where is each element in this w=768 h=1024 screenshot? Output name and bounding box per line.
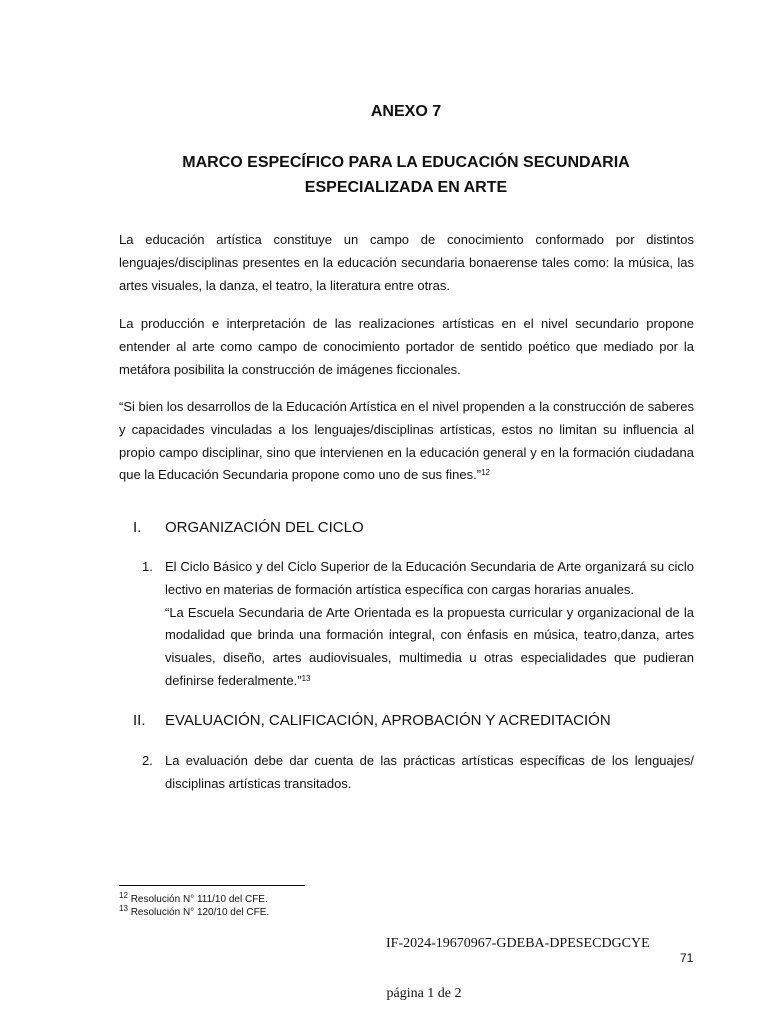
footnote-ref-12: 12	[481, 468, 490, 478]
page-of-total: página 1 de 2	[386, 986, 462, 1001]
main-title	[0, 150, 768, 200]
paragraph-2: La producción e interpretación de las realizaciones artísticas en el nivel secundario propone entender al arte como campo de conocimiento portador de sentido poético que mediado por la metáfora posibilita la construcción de imágenes ficcionales.	[119, 316, 694, 377]
paragraph-1: La educación artística constituye un campo de conocimiento conformado por distintos lenguajes/disciplinas presentes en la educación secundaria bonaerense tales como: la música, las artes visuales, la danza, el teatro, la literatura entre otras.	[119, 232, 694, 293]
section-title: ORGANIZACIÓN DEL CICLO	[165, 519, 364, 536]
list-item-1	[142, 556, 694, 693]
paragraph-3	[119, 396, 694, 487]
paragraph-3-text: “Si bien los desarrollos de la Educación Artística en el nivel propenden a la construcción de saberes y capacidades vinculadas a los lenguajes/disciplinas artísticas, estos no limitan su influencia al propio campo disciplinar, sino que intervienen en la educación general y en la formación ciudadana que la Educación Secundaria propone como uno de sus fines.”	[119, 399, 694, 483]
item-text: La evaluación debe dar cuenta de las prácticas artísticas específicas de los lenguajes/ disciplinas artísticas transitados.	[165, 753, 694, 791]
item-quote	[165, 602, 694, 693]
section-title: EVALUACIÓN, CALIFICACIÓN, APROBACIÓN Y ACREDITACIÓN	[165, 712, 611, 729]
main-title-line-1: MARCO ESPECÍFICO PARA LA EDUCACIÓN SECUNDARIA	[182, 154, 630, 171]
section-number: I.	[133, 519, 142, 536]
footnote-divider	[119, 885, 305, 886]
item-text	[165, 556, 694, 693]
item-quote-text: “La Escuela Secundaria de Arte Orientada es la propuesta curricular y organizacional de la modalidad que brinda una formación integral, con énfasis en música, teatro,danza, artes visuales, diseño, artes audiovisuales, multimedia u otras especialidades que pudieran definirse federalmente.”	[165, 604, 694, 688]
footnote-ref-13: 13	[301, 673, 311, 683]
footnote-mark: 12	[119, 891, 128, 900]
list-item-2	[142, 750, 694, 796]
footnote-mark: 13	[119, 904, 128, 913]
footnote-text: Resolución N° 120/10 del CFE.	[130, 907, 270, 918]
item-number: 2.	[142, 753, 153, 768]
annex-title: ANEXO 7	[370, 103, 442, 120]
item-number: 1.	[142, 559, 153, 574]
footnote-12	[119, 893, 269, 906]
document-id: IF-2024-19670967-GDEBA-DPESECDGCYE	[386, 936, 650, 951]
footnote-13	[119, 906, 269, 919]
section-heading-2	[133, 712, 611, 729]
footnotes	[119, 893, 269, 919]
footnote-text: Resolución N° 111/10 del CFE.	[130, 894, 268, 905]
section-number: II.	[133, 712, 146, 729]
section-heading-1	[133, 519, 364, 536]
item-text-main: El Ciclo Básico y del Ciclo Superior de la Educación Secundaria de Arte organizará su ciclo lectivo en materias de formación artística específica con cargas horarias anuales.	[165, 559, 694, 597]
page-number: 71	[680, 951, 694, 965]
main-title-line-2: ESPECIALIZADA EN ARTE	[304, 179, 508, 196]
